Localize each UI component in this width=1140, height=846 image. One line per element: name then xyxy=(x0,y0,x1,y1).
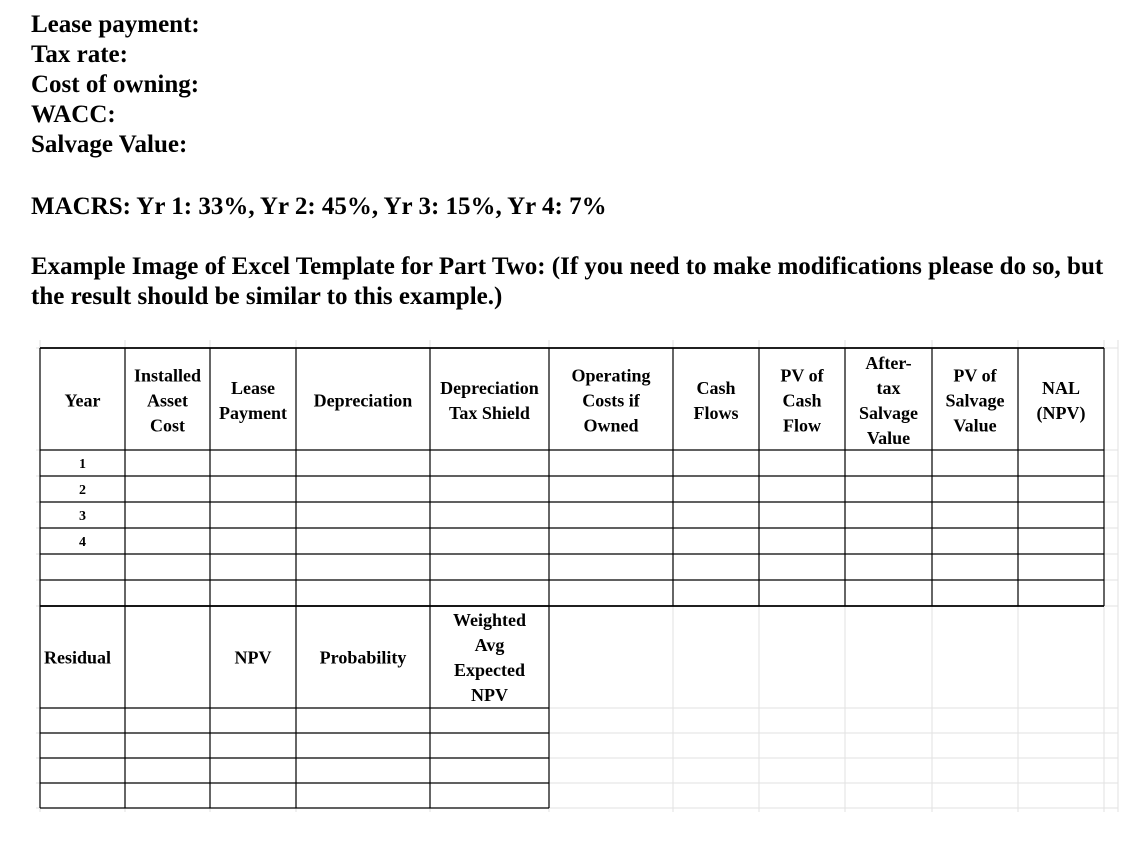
salvage-value-label: Salvage Value: xyxy=(31,131,188,158)
cost-of-owning-label: Cost of owning: xyxy=(31,71,200,98)
table2-header-cell: Weighted Avg Expected NPV xyxy=(452,609,527,705)
table2-header-cell: Residual xyxy=(44,647,112,668)
table1-header-cell: After-tax Salvage Value xyxy=(858,352,919,448)
template-instructions: Example Image of Excel Template for Part Two: (If you need to make modifications please do so, but the result should be similar to this example.) xyxy=(31,253,1104,310)
gridlines xyxy=(36,340,1118,812)
wacc-label: WACC: xyxy=(31,101,116,128)
year-cell: 4 xyxy=(79,534,86,550)
table-text xyxy=(44,353,1085,705)
table1-header-cell: PV of Salvage Value xyxy=(945,365,1005,436)
table1-header-cell: Operating Costs if Owned xyxy=(571,365,651,436)
lease-payment-label: Lease payment: xyxy=(31,11,200,38)
table1-header-cell: NAL (NPV) xyxy=(1036,377,1086,423)
table1-header-cell: Cash Flows xyxy=(693,377,739,423)
year-cell: 1 xyxy=(79,456,86,472)
table-borders xyxy=(40,348,1104,808)
table1-header-cell: Year xyxy=(64,390,101,411)
table2-header-cell: NPV xyxy=(234,647,272,668)
table1-header-cell: PV of Cash Flow xyxy=(780,365,824,436)
tax-rate-label: Tax rate: xyxy=(31,41,128,68)
table1-header-cell: Depreciation Tax Shield xyxy=(440,377,539,423)
macrs-schedule: MACRS: Yr 1: 33%, Yr 2: 45%, Yr 3: 15%, Yr 4: 7% xyxy=(31,193,607,220)
table2-header-cell: Probability xyxy=(319,647,407,668)
year-cell: 3 xyxy=(79,508,86,524)
table1-header-cell: Depreciation xyxy=(313,390,413,411)
year-cell: 2 xyxy=(79,482,86,498)
table1-header-cell: Lease Payment xyxy=(219,377,287,423)
table1-header-cell: Installed Asset Cost xyxy=(133,365,202,436)
